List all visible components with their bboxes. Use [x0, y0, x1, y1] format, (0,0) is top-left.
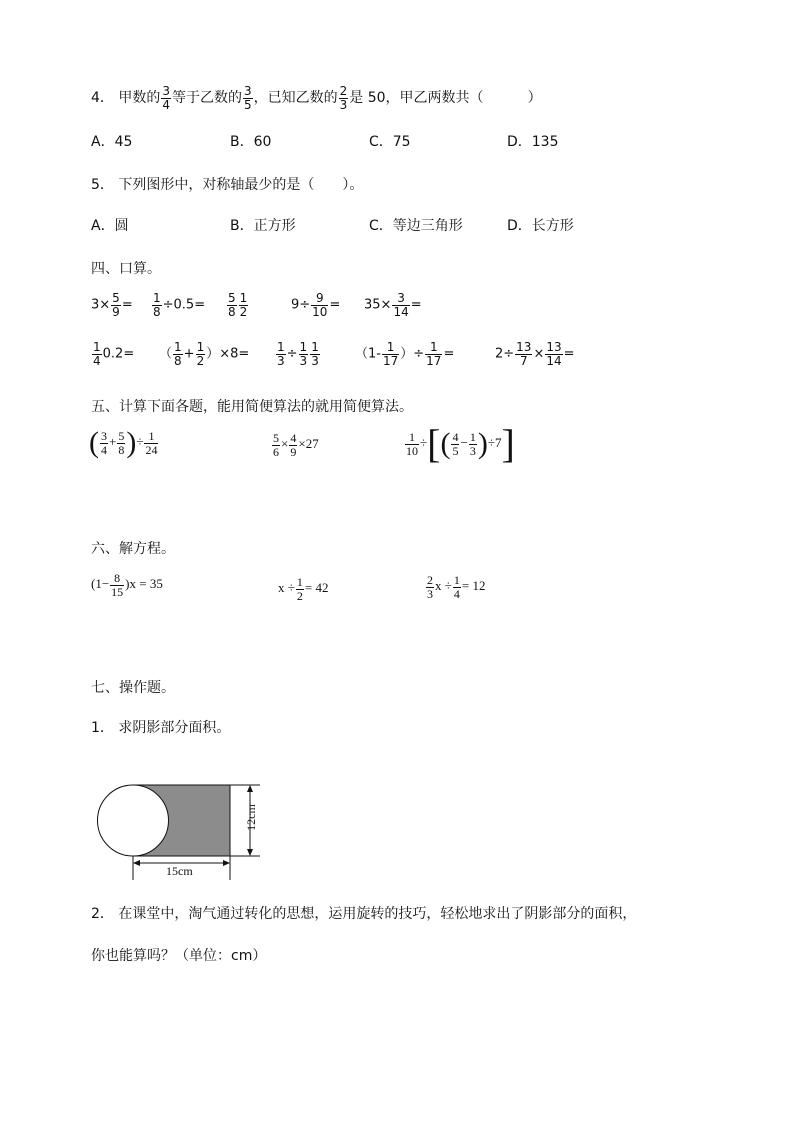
option-b[interactable]: B．60: [230, 134, 272, 150]
section-heading: 五、计算下面各题，能用简便算法的就用简便算法。: [91, 399, 413, 415]
expr: 2÷ $\frac{13}{7}$ × $\frac{13}{14}$ =: [495, 340, 575, 368]
expr: （1- $\frac{1}{17}$ ）÷ $\frac{1}{17}$ =: [355, 340, 455, 368]
width-label: 15cm: [166, 864, 193, 878]
problem-2-text-line-1: 2． 在课堂中，淘气通过转化的思想，运用旋转的技巧，轻松地求出了阴影部分的面积，: [91, 906, 637, 922]
fraction: $\frac{3}{5}$: [244, 84, 252, 112]
option-d[interactable]: D．135: [507, 134, 559, 150]
equation-2: x ÷ $\frac{1}{2}$ = 42: [278, 575, 329, 603]
option-d[interactable]: D．长方形: [507, 218, 574, 234]
expr: $\frac{5}{8}$ $\frac{1}{2}$: [228, 291, 248, 319]
section-heading: 六、解方程。: [91, 541, 175, 557]
expr: 35× $\frac{3}{14}$ =: [364, 291, 422, 319]
option-b[interactable]: B．正方形: [230, 218, 296, 234]
q4-line: 4． 甲数的 $\frac{3}{4}$ 等于乙数的 $\frac{3}{5}$ ，已知乙数的 $\frac{2}{3}$ 是 50，甲乙两数共（ ）: [91, 84, 542, 112]
option-a[interactable]: A．圆: [91, 218, 129, 234]
arrow-down-icon: [247, 849, 253, 856]
section-heading: 七、操作题。: [91, 680, 175, 696]
section-heading: 四、口算。: [91, 261, 161, 277]
expr: $\frac{1}{3}$ ÷ $\frac{1}{3}$ $\frac{1}{3}$: [277, 340, 319, 368]
circle-shape: [98, 785, 169, 856]
option-c[interactable]: C．75: [369, 134, 411, 150]
expr: （ $\frac{1}{8}$ + $\frac{1}{2}$ ）×8=: [159, 340, 250, 368]
q5-text: 5． 下列图形中，对称轴最少的是（ ）。: [91, 177, 364, 193]
height-label: 12cm: [243, 804, 258, 831]
fraction: $\frac{3}{4}$: [162, 84, 171, 112]
calc-expr-1: ( $\frac{3}{4}$ + $\frac{5}{8}$ )÷ $\frac{1}{24}$: [89, 426, 158, 459]
expr: $\frac{1}{8}$ ÷0.5=: [153, 291, 206, 319]
calc-expr-3: $\frac{1}{10}$ ÷[( $\frac{4}{5}$ − $\frac{1}{3}$ )÷7]: [406, 421, 515, 466]
option-a[interactable]: A．45: [91, 134, 133, 150]
arrow-up-icon: [247, 785, 253, 792]
expr: 3× $\frac{5}{9}$ =: [91, 291, 133, 319]
equation-3: $\frac{2}{3}$ x ÷ $\frac{1}{4}$ = 12: [427, 573, 486, 601]
arrow-right-icon: [223, 860, 230, 866]
problem-2-text-line-2: 你也能算吗？（单位：cm）: [91, 948, 267, 964]
arrow-left-icon: [133, 860, 140, 866]
expr: $\frac{1}{4}$ 0.2=: [93, 340, 135, 368]
equation-1: (1− $\frac{8}{15}$ )x = 35: [91, 571, 163, 599]
calc-expr-2: $\frac{5}{6}$ × $\frac{4}{9}$ ×27: [273, 431, 319, 459]
expr: 9÷ $\frac{9}{10}$ =: [291, 291, 341, 319]
problem-1-text: 1． 求阴影部分面积。: [91, 720, 231, 736]
option-c[interactable]: C．等边三角形: [369, 218, 463, 234]
fraction: $\frac{2}{3}$: [339, 84, 348, 112]
